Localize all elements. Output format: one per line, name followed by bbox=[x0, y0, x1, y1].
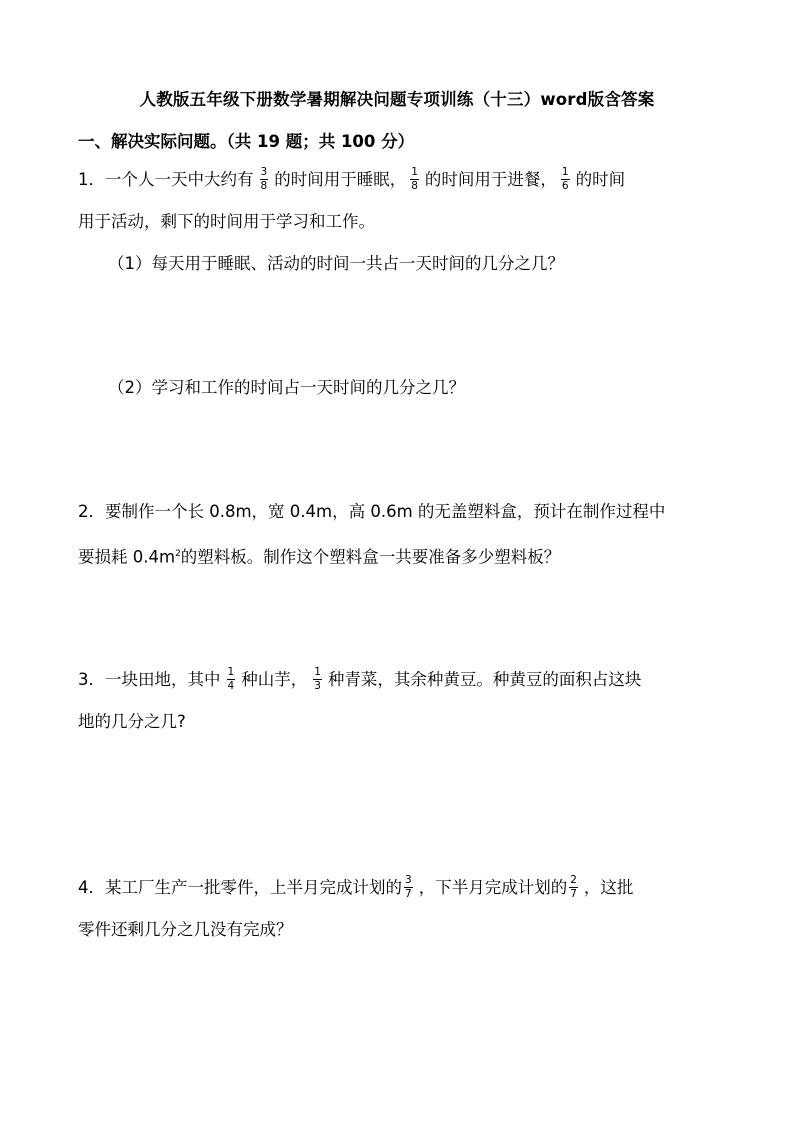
fraction-2-7: $\frac{2}{7}$ bbox=[570, 874, 577, 900]
q1-text-b: 的时间用于睡眠， bbox=[274, 170, 407, 189]
q3-text-b: 种山芋， bbox=[241, 670, 308, 689]
question-3-line-2: 地的几分之几? bbox=[78, 712, 186, 731]
q4-text-a: 4．某工厂生产一批零件，上半月完成计划的 bbox=[78, 878, 402, 897]
fraction-1-3: $\frac{1}{3}$ bbox=[314, 666, 321, 692]
section-heading: 一、解决实际问题。（共 19 题；共 100 分） bbox=[78, 132, 415, 151]
fraction-1-4: $\frac{1}{4}$ bbox=[227, 666, 235, 692]
q4-text-b: ，下半月完成计划的 bbox=[418, 878, 568, 897]
q3-text-c: 种青菜，其余种黄豆。种黄豆的面积占这块 bbox=[327, 670, 642, 689]
fraction-1-8: $\frac{1}{8}$ bbox=[411, 166, 418, 192]
q2-superscript: 2 bbox=[175, 549, 181, 559]
question-1-line-2: 用于活动，剩下的时间用于学习和工作。 bbox=[78, 212, 375, 231]
question-4-line-2: 零件还剩几分之几没有完成？ bbox=[78, 920, 293, 939]
q1-text-a: 1．一个人一天中大约有 bbox=[78, 170, 254, 189]
fraction-3-7: $\frac{3}{7}$ bbox=[405, 874, 412, 900]
q2-text-a: 要损耗 0.4m bbox=[78, 547, 176, 567]
question-2-line-2 bbox=[78, 542, 560, 570]
document-title: 人教版五年级下册数学暑期解决问题专项训练（十三）word版含答案 bbox=[139, 90, 655, 109]
q1-text-c: 的时间用于进餐， bbox=[424, 170, 557, 189]
q4-text-c: ，这批 bbox=[583, 878, 634, 897]
question-1-line-1 bbox=[78, 168, 625, 193]
question-1-sub-2: （2）学习和工作的时间占一天时间的几分之几？ bbox=[108, 378, 465, 397]
question-3-line-1 bbox=[78, 668, 641, 693]
question-4-line-1 bbox=[78, 876, 633, 901]
question-1-sub-1: （1）每天用于睡眠、活动的时间一共占一天时间的几分之几？ bbox=[108, 254, 564, 273]
q3-text-a: 3．一块田地，其中 bbox=[78, 670, 221, 689]
q2-text-b: 的塑料板。制作这个塑料盒一共要准备多少塑料板？ bbox=[180, 547, 561, 567]
fraction-1-6: $\frac{1}{6}$ bbox=[561, 166, 569, 192]
question-2-line-1: 2．要制作一个长 0.8m，宽 0.4m，高 0.6m 的无盖塑料盒，预计在制作过程中 bbox=[78, 502, 666, 521]
q1-text-d: 的时间 bbox=[575, 170, 626, 189]
fraction-3-8: $\frac{3}{8}$ bbox=[260, 166, 268, 192]
